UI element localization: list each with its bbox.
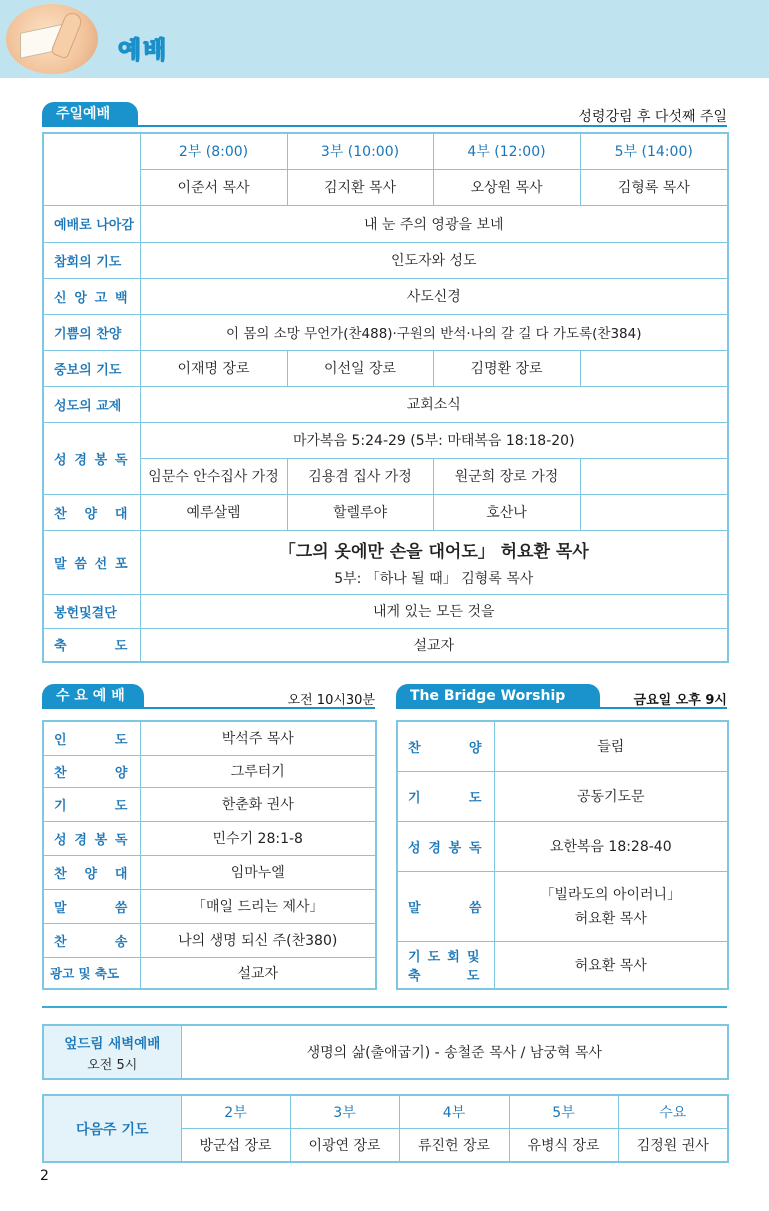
table-row (43, 314, 728, 350)
prayer-name: 류진헌 장로 (399, 1128, 509, 1162)
sunday-worship-pill: 주일예배 (42, 102, 138, 126)
sermon-cell (494, 871, 728, 941)
wednesday-note: 오전 10시30분 (287, 693, 375, 708)
table-row (43, 755, 376, 787)
row-label: 말 씀 (397, 871, 494, 941)
empty-cell (43, 133, 140, 205)
table-row (397, 771, 728, 821)
table-row (397, 941, 728, 989)
row-label: 광고 및 축도 (43, 957, 140, 989)
row-value: 박석주 목사 (140, 721, 376, 755)
row-value: 나의 생명 되신 주(찬380) (140, 923, 376, 957)
reader: 김용겸 집사 가정 (287, 458, 433, 494)
dawn-worship-table (42, 1024, 729, 1080)
row-label: 찬 양 (43, 755, 140, 787)
dawn-label-cell (43, 1025, 181, 1079)
prayer-name: 유병식 장로 (509, 1128, 618, 1162)
table-row (43, 530, 728, 594)
table-row (43, 205, 728, 242)
sermon-sub: 5부: 「하나 될 때」 김형록 목사 (334, 570, 534, 587)
next-prayer-table (42, 1094, 729, 1163)
table-row (43, 458, 728, 494)
row-label: 중보의 기도 (43, 350, 140, 386)
row-value: 민수기 28:1-8 (140, 821, 376, 855)
dawn-value: 생명의 삶(출애굽기) - 송철준 목사 / 남궁혁 목사 (181, 1025, 728, 1079)
table-row (43, 855, 376, 889)
service-leader: 오상원 목사 (433, 169, 580, 205)
table-row (43, 386, 728, 422)
dawn-label: 엎드림 새벽예배 (64, 1035, 161, 1052)
row-label: 성도의 교제 (43, 386, 140, 422)
row-value: 허요환 목사 (494, 941, 728, 989)
table-row (43, 594, 728, 628)
table-row (43, 422, 728, 458)
dawn-time: 오전 5시 (87, 1057, 138, 1073)
row-label: 말 씀 선 포 (43, 530, 140, 594)
table-row (43, 1095, 728, 1128)
row-value: 이선일 장로 (287, 350, 433, 386)
row-label: 봉헌및결단 (43, 594, 140, 628)
row-label-line: 축 도 (408, 968, 480, 984)
table-row (397, 821, 728, 871)
prayer-head: 4부 (399, 1095, 509, 1128)
row-label: 찬 송 (43, 923, 140, 957)
row-label-line: 기 도 회 및 (408, 949, 480, 965)
sermon-preacher: 허요환 목사 (574, 911, 647, 927)
row-value: 들림 (494, 721, 728, 771)
row-value: 교회소식 (140, 386, 728, 422)
reader: 임문수 안수집사 가정 (140, 458, 287, 494)
table-row (43, 1025, 728, 1079)
service-head: 4부 (12:00) (433, 133, 580, 169)
next-prayer-label: 다음주 기도 (43, 1095, 181, 1162)
table-row (397, 721, 728, 771)
empty-cell (580, 458, 728, 494)
row-label: 기쁨의 찬양 (43, 314, 140, 350)
row-label: 찬 양 (397, 721, 494, 771)
service-head: 5부 (14:00) (580, 133, 728, 169)
row-label: 인 도 (43, 721, 140, 755)
row-label: 예배로 나아감 (43, 205, 140, 242)
prayer-name: 김정원 권사 (618, 1128, 728, 1162)
table-row (43, 923, 376, 957)
table-row (43, 169, 728, 205)
row-label: 성 경 봉 독 (43, 422, 140, 494)
table-row (43, 350, 728, 386)
table-row (43, 133, 728, 169)
row-value: 이 몸의 소망 무언가(찬488)·구원의 반석·나의 갈 길 다 가도록(찬384) (140, 314, 728, 350)
table-row (43, 242, 728, 278)
row-value: 예루살렘 (140, 494, 287, 530)
row-label: 축 도 (43, 628, 140, 662)
empty-cell (580, 350, 728, 386)
prayer-head: 수요 (618, 1095, 728, 1128)
service-head: 3부 (10:00) (287, 133, 433, 169)
row-value: 설교자 (140, 628, 728, 662)
header-band (0, 0, 769, 78)
service-leader: 이준서 목사 (140, 169, 287, 205)
row-value: 사도신경 (140, 278, 728, 314)
row-value: 「매일 드리는 제사」 (140, 889, 376, 923)
service-leader: 김지환 목사 (287, 169, 433, 205)
row-value: 마가복음 5:24-29 (5부: 마태복음 18:18-20) (140, 422, 728, 458)
row-value: 공동기도문 (494, 771, 728, 821)
table-row (43, 957, 376, 989)
row-label: 찬 양 대 (43, 855, 140, 889)
bridge-note: 금요일 오후 9시 (633, 693, 727, 708)
table-row (43, 628, 728, 662)
row-label: 말 씀 (43, 889, 140, 923)
table-row (43, 821, 376, 855)
prayer-name: 이광연 장로 (290, 1128, 399, 1162)
wednesday-worship-table (42, 720, 377, 990)
row-label: 참회의 기도 (43, 242, 140, 278)
row-value: 호산나 (433, 494, 580, 530)
bridge-worship-table (396, 720, 729, 990)
page-number: 2 (40, 1168, 49, 1184)
row-value: 이재명 장로 (140, 350, 287, 386)
sermon-title: 「빌라도의 아이러니」 (540, 887, 682, 903)
sunday-note: 성령강림 후 다섯째 주일 (578, 109, 727, 125)
row-label: 성 경 봉 독 (43, 821, 140, 855)
row-label: 신 앙 고 백 (43, 278, 140, 314)
table-row (43, 494, 728, 530)
service-leader: 김형록 목사 (580, 169, 728, 205)
table-row (43, 721, 376, 755)
row-value: 내게 있는 모든 것을 (140, 594, 728, 628)
sermon-cell (140, 530, 728, 594)
table-row (43, 787, 376, 821)
row-label: 기 도 (397, 771, 494, 821)
bridge-worship-pill: The Bridge Worship (396, 684, 600, 708)
praying-hands-bible-icon (6, 4, 98, 74)
row-label: 찬 양 대 (43, 494, 140, 530)
table-row (43, 278, 728, 314)
row-value: 설교자 (140, 957, 376, 989)
reader: 원군희 장로 가정 (433, 458, 580, 494)
sermon-title: 「그의 옷에만 손을 대어도」 허요환 목사 (278, 541, 589, 562)
page-title: 예배 (118, 36, 169, 64)
row-value: 한춘화 권사 (140, 787, 376, 821)
row-value: 내 눈 주의 영광을 보네 (140, 205, 728, 242)
sunday-worship-table (42, 132, 729, 663)
row-label (397, 941, 494, 989)
row-label: 성 경 봉 독 (397, 821, 494, 871)
section-divider (42, 1006, 727, 1008)
empty-cell (580, 494, 728, 530)
row-value: 할렐루야 (287, 494, 433, 530)
row-value: 임마누엘 (140, 855, 376, 889)
table-row (397, 871, 728, 941)
wednesday-worship-pill: 수 요 예 배 (42, 684, 144, 708)
prayer-head: 2부 (181, 1095, 290, 1128)
row-label: 기 도 (43, 787, 140, 821)
table-row (43, 889, 376, 923)
prayer-head: 5부 (509, 1095, 618, 1128)
row-value: 김명환 장로 (433, 350, 580, 386)
row-value: 그루터기 (140, 755, 376, 787)
service-head: 2부 (8:00) (140, 133, 287, 169)
row-value: 인도자와 성도 (140, 242, 728, 278)
prayer-name: 방군섭 장로 (181, 1128, 290, 1162)
row-value: 요한복음 18:28-40 (494, 821, 728, 871)
prayer-head: 3부 (290, 1095, 399, 1128)
